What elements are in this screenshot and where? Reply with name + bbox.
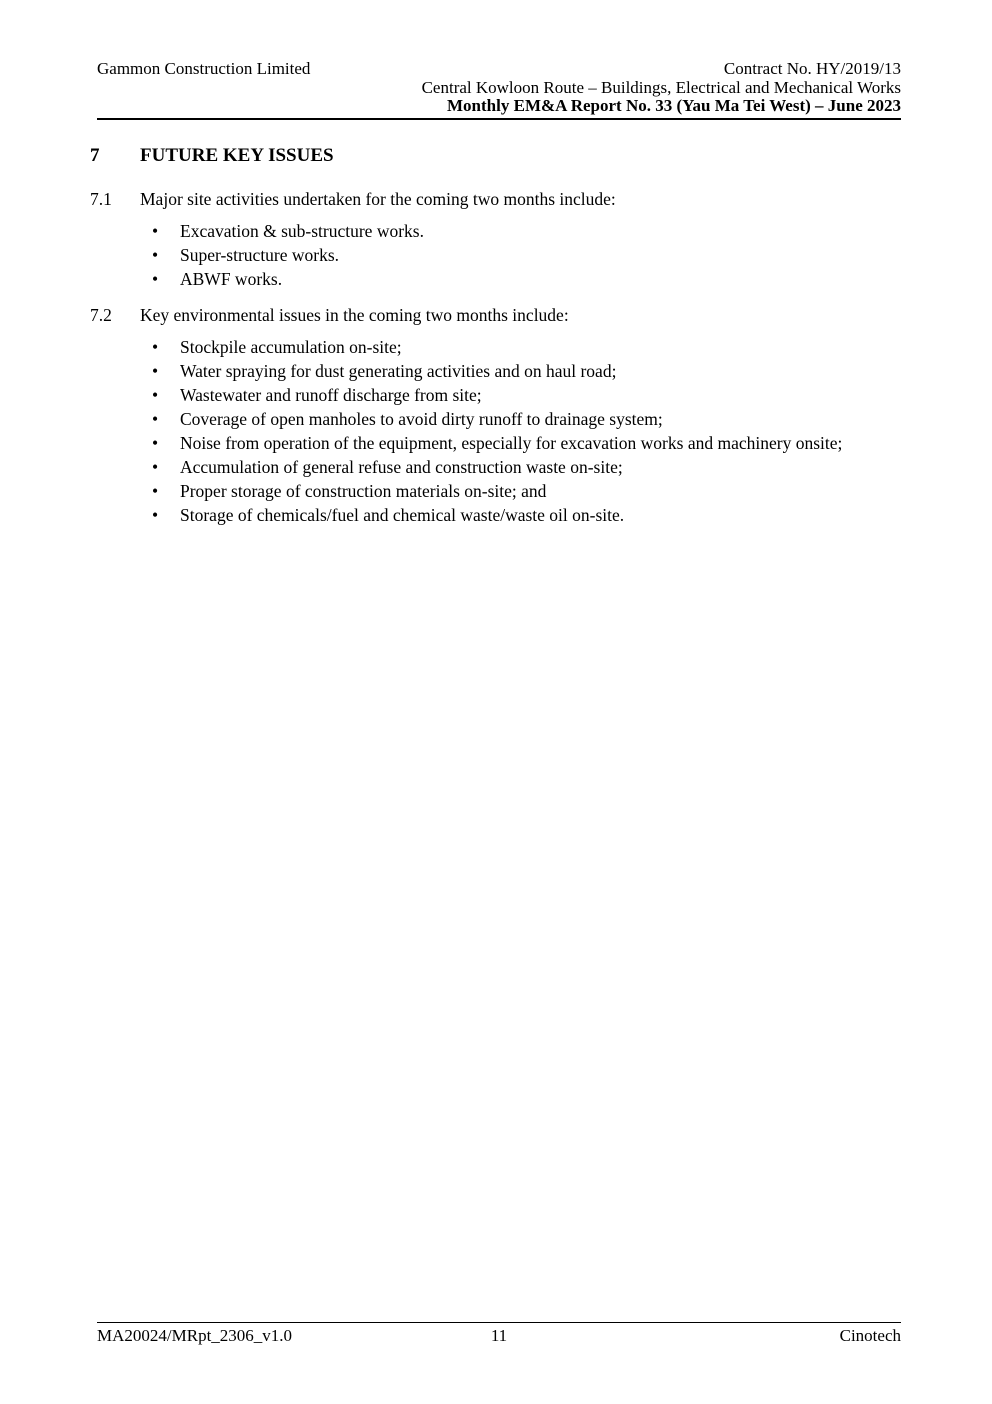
- document-body: [90, 145, 900, 539]
- paragraph-7-1: [90, 187, 900, 211]
- paragraph-number: 7.2: [90, 305, 112, 325]
- list-item-text: Wastewater and runoff discharge from site;: [180, 385, 482, 405]
- header-row: [97, 60, 901, 79]
- footer-rule: [97, 1322, 901, 1323]
- list-item: [152, 407, 900, 431]
- list-item-text: Accumulation of general refuse and construction waste on-site;: [180, 457, 623, 477]
- list-item-text: Super-structure works.: [180, 245, 340, 265]
- bullet-marker: •: [152, 245, 159, 265]
- list-item: [152, 479, 900, 503]
- section-title: FUTURE KEY ISSUES: [140, 145, 334, 166]
- paragraph-7-2: [90, 303, 900, 327]
- list-item: [152, 383, 900, 407]
- page-footer: [97, 1322, 901, 1346]
- paragraph-text: Key environmental issues in the coming two months include:: [140, 305, 569, 325]
- bullet-marker: •: [152, 481, 159, 501]
- bullet-marker: •: [152, 361, 159, 381]
- list-item-text: Water spraying for dust generating activities and on haul road;: [180, 361, 617, 381]
- list-item-text: Proper storage of construction materials on-site; and: [180, 481, 547, 501]
- list-item-text: Stockpile accumulation on-site;: [180, 337, 402, 357]
- bullet-marker: •: [152, 269, 159, 289]
- bullet-marker: •: [152, 385, 159, 405]
- contract-number: Contract No. HY/2019/13: [723, 59, 901, 78]
- report-title: Monthly EM&A Report No. 33 (Yau Ma Tei West) – June 2023: [447, 96, 901, 116]
- list-item: [152, 243, 900, 267]
- bullet-marker: •: [152, 433, 159, 453]
- list-item: [152, 335, 900, 359]
- list-item-text: ABWF works.: [180, 269, 283, 289]
- bullet-marker: •: [152, 221, 159, 241]
- page-header: [97, 60, 901, 120]
- list-item: [152, 359, 900, 383]
- list-item-text: Excavation & sub-structure works.: [180, 221, 424, 241]
- project-title: Central Kowloon Route – Buildings, Electrical and Mechanical Works: [421, 77, 901, 97]
- list-item: [152, 455, 900, 479]
- bullet-list-environmental-issues: [90, 335, 900, 527]
- bullet-marker: •: [152, 409, 159, 429]
- bullet-list-site-activities: [90, 219, 900, 291]
- footer-row: [97, 1326, 901, 1346]
- bullet-marker: •: [152, 337, 159, 357]
- list-item-text: Noise from operation of the equipment, especially for excavation works and machinery onsite;: [180, 433, 843, 453]
- paragraph-number: 7.1: [90, 189, 112, 209]
- bullet-marker: •: [152, 457, 159, 477]
- list-item: [152, 503, 900, 527]
- section-heading: [90, 145, 900, 167]
- section-number: 7: [90, 145, 100, 166]
- paragraph-text: Major site activities undertaken for the coming two months include:: [140, 189, 616, 209]
- header-rule: [97, 118, 901, 120]
- list-item-text: Storage of chemicals/fuel and chemical waste/waste oil on-site.: [180, 505, 625, 525]
- consultant-name: Cinotech: [839, 1326, 901, 1345]
- list-item: [152, 219, 900, 243]
- page-number: 11: [490, 1326, 508, 1345]
- list-item-text: Coverage of open manholes to avoid dirty runoff to drainage system;: [180, 409, 663, 429]
- list-item: [152, 431, 900, 455]
- bullet-marker: •: [152, 505, 159, 525]
- company-name: Gammon Construction Limited: [97, 59, 311, 78]
- document-reference: MA20024/MRpt_2306_v1.0: [97, 1326, 293, 1345]
- list-item: [152, 267, 900, 291]
